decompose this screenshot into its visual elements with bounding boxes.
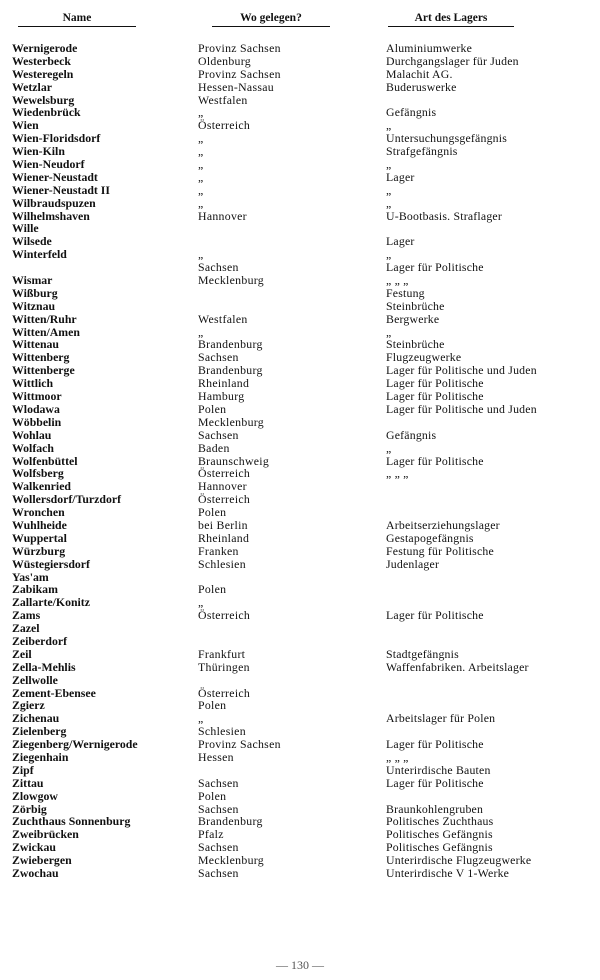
list-item (0, 467, 600, 480)
column-header-location (212, 12, 330, 34)
camp-location: Hannover (198, 208, 247, 223)
camp-location: Schlesien (198, 724, 246, 739)
camp-location: „ (198, 324, 204, 339)
camp-location: Brandenburg (198, 814, 263, 829)
camp-name: Wetzlar (12, 79, 52, 94)
camp-type: Stadtgefängnis (386, 646, 459, 661)
camp-name: Zellwolle (12, 672, 58, 687)
camp-name: Walkenried (12, 479, 71, 494)
camp-type: Flugzeugwerke (386, 350, 462, 365)
list-item (0, 712, 600, 725)
list-item (0, 416, 600, 429)
list-item (0, 171, 600, 184)
camp-type: Lager für Politische (386, 260, 484, 275)
list-item (0, 545, 600, 558)
camp-name: Wüstegiersdorf (12, 556, 90, 571)
camp-name: Zella-Mehlis (12, 659, 76, 674)
camp-location: Braunschweig (198, 453, 270, 468)
column-header-camp-type (388, 12, 514, 34)
camp-name: Zgierz (12, 698, 45, 713)
camp-name: Wittenberg (12, 350, 70, 365)
list-item (0, 158, 600, 171)
camp-name: Wittmoor (12, 389, 62, 404)
camp-type: Lager (386, 169, 415, 184)
camp-location: „ (198, 595, 204, 610)
camp-location: „ (198, 105, 204, 120)
camp-name: Wismar (12, 273, 53, 288)
list-item (0, 55, 600, 68)
camp-type: „ „ „ (386, 466, 409, 481)
camp-type: „ (386, 118, 392, 133)
list-item (0, 583, 600, 596)
camp-name: Wolfach (12, 440, 54, 455)
camp-name: Wille (12, 221, 39, 236)
list-item (0, 248, 600, 261)
list-item (0, 777, 600, 790)
camp-type: U-Bootbasis. Straflager (386, 208, 502, 223)
camp-name: Zams (12, 608, 41, 623)
camp-type: Lager (386, 234, 415, 249)
list-item (0, 635, 600, 648)
camp-name: Westerbeck (12, 53, 71, 68)
camp-location: Baden (198, 440, 230, 455)
camp-type: Lager für Politische (386, 737, 484, 752)
camp-type: Malachit AG. (386, 66, 453, 81)
camp-type: „ (386, 324, 392, 339)
camp-name: Zipf (12, 762, 34, 777)
list-item (0, 854, 600, 867)
camp-location: Mecklenburg (198, 414, 264, 429)
camp-type: „ (386, 195, 392, 210)
header-underline (18, 26, 136, 27)
camp-location: „ (198, 131, 204, 146)
list-item (0, 558, 600, 571)
camp-name: Zielenberg (12, 724, 67, 739)
camp-name: Witten/Amen (12, 324, 80, 339)
camp-location: Sachsen (198, 801, 239, 816)
camp-location: „ (198, 247, 204, 262)
camp-type: „ (386, 247, 392, 262)
camp-name: Wolfenbüttel (12, 453, 78, 468)
list-item (0, 751, 600, 764)
camp-type: Untersuchungsgefängnis (386, 131, 508, 146)
camp-name: Wuppertal (12, 530, 67, 545)
camp-type: „ „ „ (386, 273, 409, 288)
camp-type: Bergwerke (386, 311, 440, 326)
camp-name: Zuchthaus Sonnenburg (12, 814, 131, 829)
camp-type: Unterirdische Bauten (386, 762, 491, 777)
header-underline (388, 26, 514, 27)
camp-location: Österreich (198, 466, 251, 481)
camp-name: Zittau (12, 775, 44, 790)
camp-location: Oldenburg (198, 53, 251, 68)
camp-location: Österreich (198, 118, 251, 133)
list-item (0, 274, 600, 287)
camp-type: Lager für Politische und Juden (386, 363, 537, 378)
list-item (0, 81, 600, 94)
camp-location: Österreich (198, 685, 251, 700)
camp-name: Witten/Ruhr (12, 311, 77, 326)
list-item (0, 94, 600, 107)
camp-name: Zwochau (12, 866, 59, 880)
camp-location: „ (198, 711, 204, 726)
camp-type: Lager für Politische (386, 453, 484, 468)
column-header-name-label: Name (62, 12, 92, 24)
list-item (0, 867, 600, 880)
list-item (0, 828, 600, 841)
camp-name: Zabikam (12, 582, 58, 597)
camp-name: Wilbraudspuzen (12, 195, 96, 210)
list-item (0, 532, 600, 545)
camp-location: Schlesien (198, 556, 246, 571)
camp-location: Sachsen (198, 775, 239, 790)
camp-type: Lager für Politische (386, 389, 484, 404)
camp-location: Polen (198, 505, 227, 520)
list-item (0, 648, 600, 661)
camp-name: Zörbig (12, 801, 47, 816)
camp-location: Sachsen (198, 350, 239, 365)
camp-name: Wien-Neudorf (12, 157, 85, 172)
camp-name: Ziegenberg/Wernigerode (12, 737, 138, 752)
camp-location: Mecklenburg (198, 853, 264, 868)
camp-location: Pfalz (198, 827, 224, 842)
camp-location: Sachsen (198, 260, 239, 275)
camp-name: Wißburg (12, 285, 58, 300)
camp-location: Brandenburg (198, 337, 263, 352)
camp-type: Lager für Politische (386, 608, 484, 623)
camp-location: Westfalen (198, 92, 248, 107)
camp-type: Arbeitserziehungslager (386, 517, 500, 532)
camp-type: Gefängnis (386, 105, 437, 120)
camp-type: Waffenfabriken. Arbeitslager (386, 659, 529, 674)
camp-name: Zwiebergen (12, 853, 72, 868)
list-item (0, 790, 600, 803)
camp-name: Wollersdorf/Turzdorf (12, 492, 122, 507)
camp-location: Hessen (198, 749, 234, 764)
camp-name: Zallarte/Konitz (12, 595, 90, 610)
camp-location: Polen (198, 582, 227, 597)
list-item (0, 661, 600, 674)
list-item (0, 313, 600, 326)
camp-location: Thüringen (198, 659, 250, 674)
camp-name: Wohlau (12, 427, 52, 442)
camp-type: Gefängnis (386, 427, 437, 442)
camp-name: Wuhlheide (12, 517, 67, 532)
camp-location: Provinz Sachsen (198, 66, 281, 81)
list-item (0, 235, 600, 248)
list-item (0, 338, 600, 351)
camp-location: Polen (198, 401, 227, 416)
list-item (0, 403, 600, 416)
list-item (0, 390, 600, 403)
camp-name: Wernigerode (12, 41, 78, 55)
camp-location: Franken (198, 543, 239, 558)
camp-name: Wöbbelin (12, 414, 62, 429)
camp-location: Österreich (198, 608, 251, 623)
camp-type: Unterirdische Flugzeugwerke (386, 853, 532, 868)
camp-location: Polen (198, 788, 227, 803)
camp-name: Wien-Kiln (12, 144, 65, 159)
list-item (0, 622, 600, 635)
camp-type: Gestapogefängnis (386, 530, 474, 545)
camp-location: Sachsen (198, 866, 239, 880)
camp-location: „ (198, 144, 204, 159)
camp-type: Lager für Politische und Juden (386, 401, 537, 416)
camp-location: Provinz Sachsen (198, 41, 281, 55)
camp-name: Wronchen (12, 505, 65, 520)
camp-type: Steinbrüche (386, 298, 445, 313)
camp-name: Wilsede (12, 234, 52, 249)
list-item (0, 596, 600, 609)
column-header-name (18, 12, 136, 34)
list-item (0, 364, 600, 377)
camp-location: Österreich (198, 492, 251, 507)
camp-type: Judenlager (386, 556, 440, 571)
camp-location: „ (198, 195, 204, 210)
list-item (0, 699, 600, 712)
camp-name: Witznau (12, 298, 56, 313)
list-item (0, 455, 600, 468)
camp-name: Wlodawa (12, 401, 60, 416)
camp-type: Politisches Gefängnis (386, 827, 493, 842)
list-item (0, 493, 600, 506)
camp-name: Wolfsberg (12, 466, 64, 481)
list-item (0, 132, 600, 145)
camp-type: Strafgefängnis (386, 144, 458, 159)
list-item (0, 106, 600, 119)
camp-type: Unterirdische V 1-Werke (386, 866, 510, 880)
camp-name: Wien (12, 118, 39, 133)
camp-list (0, 42, 600, 880)
camp-name: Zweibrücken (12, 827, 79, 842)
camp-name: Zeil (12, 646, 32, 661)
list-item (0, 506, 600, 519)
list-item (0, 197, 600, 210)
camp-location: Rheinland (198, 376, 250, 391)
list-item (0, 738, 600, 751)
camp-type: „ (386, 182, 392, 197)
list-item (0, 377, 600, 390)
camp-name: Wiener-Neustadt II (12, 182, 110, 197)
camp-name: Wien-Floridsdorf (12, 131, 101, 146)
camp-location: Provinz Sachsen (198, 737, 281, 752)
page-number: — 130 — (276, 958, 324, 972)
camp-location: „ (198, 182, 204, 197)
camp-location: Polen (198, 698, 227, 713)
list-item (0, 326, 600, 339)
list-item (0, 145, 600, 158)
column-header-camp-type-label: Art des Lagers (414, 12, 488, 24)
list-item (0, 300, 600, 313)
camp-name: Yas'am (12, 569, 49, 584)
camp-type: Festung für Politische (386, 543, 494, 558)
list-item (0, 42, 600, 55)
list-item (0, 261, 600, 274)
camp-type: Buderuswerke (386, 79, 457, 94)
list-item (0, 815, 600, 828)
camp-name: Wiedenbrück (12, 105, 81, 120)
camp-location: „ (198, 157, 204, 172)
camp-name: Wewelsburg (12, 92, 75, 107)
camp-type: Braunkohlengruben (386, 801, 484, 816)
camp-name: Wittenau (12, 337, 59, 352)
list-item (0, 429, 600, 442)
camp-location: Hannover (198, 479, 247, 494)
camp-name: Zlowgow (12, 788, 58, 803)
list-item (0, 222, 600, 235)
camp-name: Zement-Ebensee (12, 685, 96, 700)
camp-location: Brandenburg (198, 363, 263, 378)
camp-type: Aluminiumwerke (386, 41, 473, 55)
column-header-location-label: Wo gelegen? (240, 12, 302, 24)
camp-name: Winterfeld (12, 247, 67, 262)
camp-location: bei Berlin (198, 517, 248, 532)
camp-type: Lager für Politische (386, 775, 484, 790)
camp-name: Zeiberdorf (12, 633, 68, 648)
camp-name: Zwickau (12, 840, 56, 855)
list-item (0, 287, 600, 300)
camp-name: Wilhelmshaven (12, 208, 90, 223)
camp-location: Rheinland (198, 530, 250, 545)
camp-name: Westeregeln (12, 66, 74, 81)
camp-location: Hamburg (198, 389, 245, 404)
camp-name: Zazel (12, 621, 40, 636)
list-item (0, 519, 600, 532)
camp-location: Westfalen (198, 311, 248, 326)
camp-location: Sachsen (198, 840, 239, 855)
camp-name: Ziegenhain (12, 749, 69, 764)
camp-type: Arbeitslager für Polen (386, 711, 496, 726)
camp-location: Hessen-Nassau (198, 79, 274, 94)
list-item (0, 764, 600, 777)
camp-type: „ (386, 157, 392, 172)
list-item (0, 674, 600, 687)
camp-location: Frankfurt (198, 646, 246, 661)
camp-name: Wittlich (12, 376, 54, 391)
header-underline (212, 26, 330, 27)
camp-name: Wittenberge (12, 363, 75, 378)
camp-name: Würzburg (12, 543, 66, 558)
camp-location: „ (198, 169, 204, 184)
list-item (0, 184, 600, 197)
list-item (0, 68, 600, 81)
camp-type: Politisches Zuchthaus (386, 814, 494, 829)
camp-name: Wiener-Neustadt (12, 169, 98, 184)
camp-type: Festung (386, 285, 425, 300)
camp-type: „ „ „ (386, 749, 409, 764)
camp-type: Durchgangslager für Juden (386, 53, 519, 68)
camp-type: Steinbrüche (386, 337, 445, 352)
camp-name: Zichenau (12, 711, 60, 726)
list-item (0, 210, 600, 223)
list-item (0, 609, 600, 622)
camp-type: „ (386, 440, 392, 455)
list-item (0, 442, 600, 455)
camp-type: Lager für Politische (386, 376, 484, 391)
list-item (0, 687, 600, 700)
camp-type: Politisches Gefängnis (386, 840, 493, 855)
camp-location: Mecklenburg (198, 273, 264, 288)
list-item (0, 571, 600, 584)
camp-location: Sachsen (198, 427, 239, 442)
